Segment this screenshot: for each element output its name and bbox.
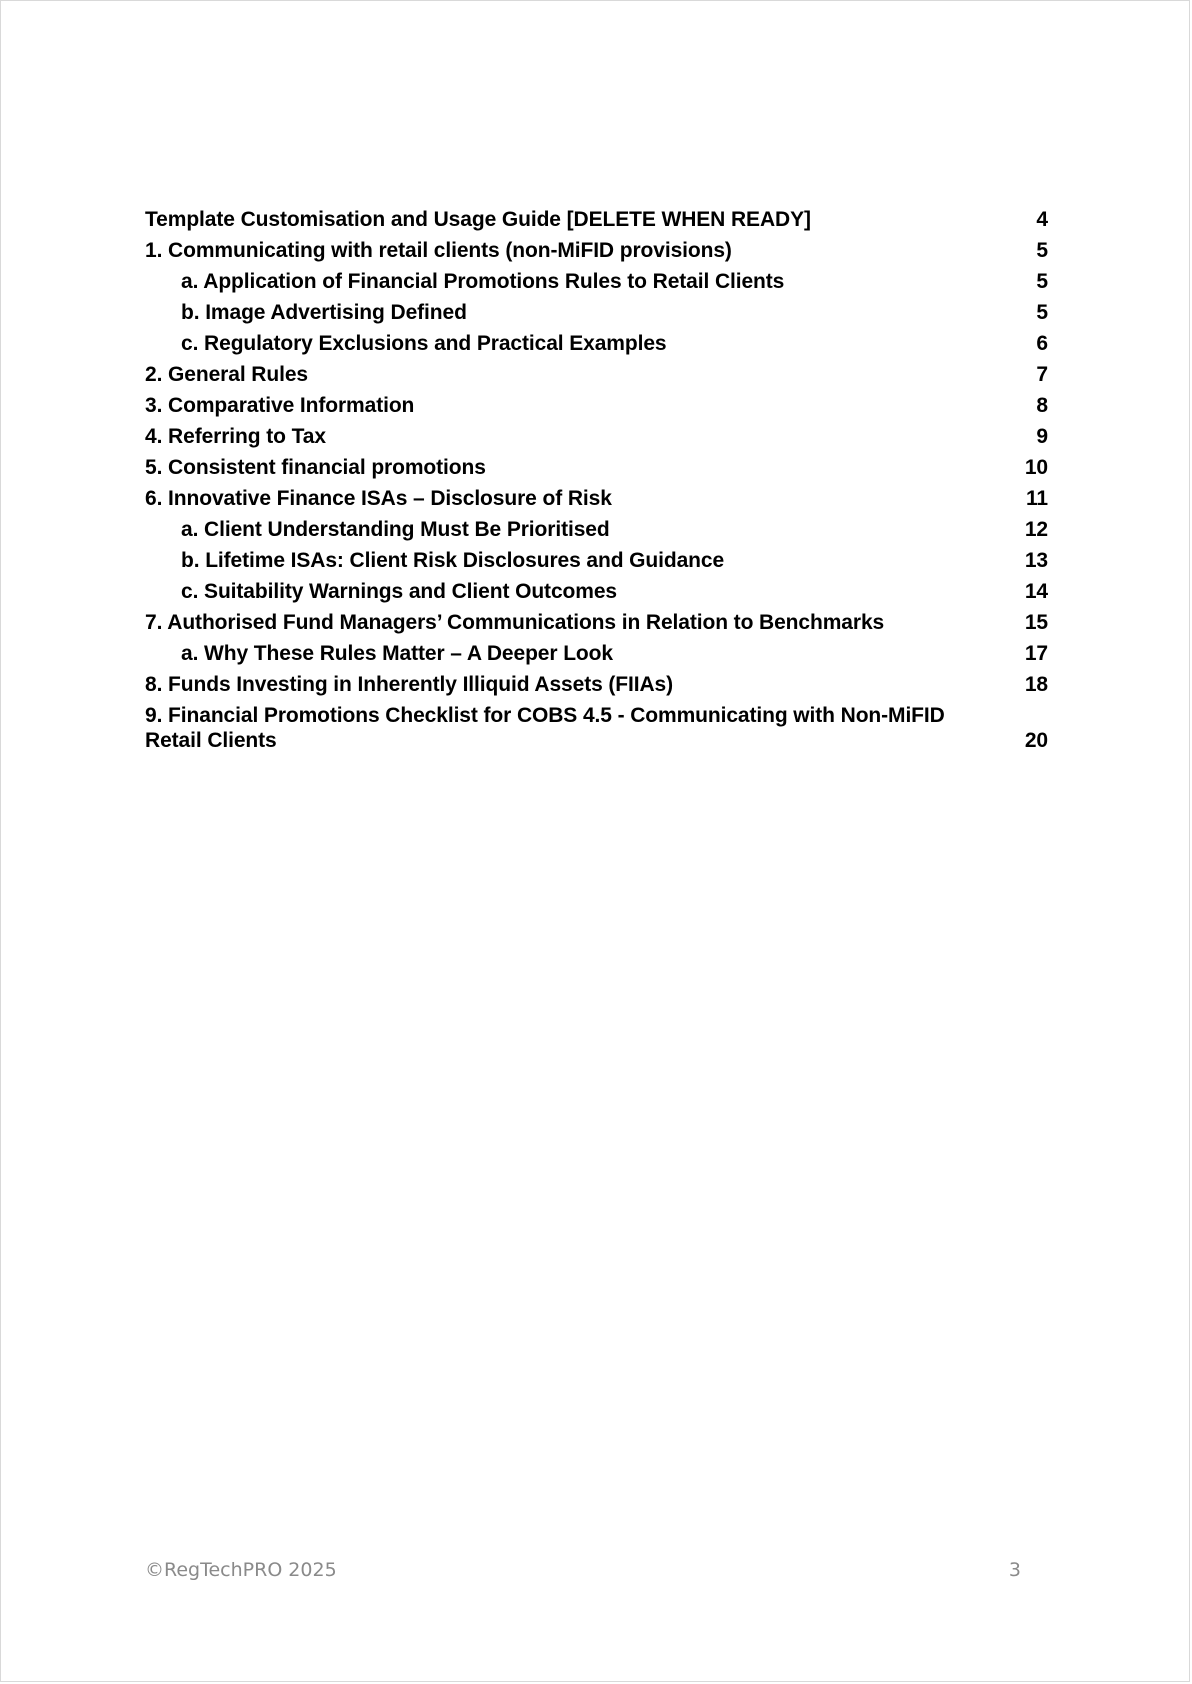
footer-page-number: 3: [1008, 1559, 1021, 1581]
toc-entry-label: c. Suitability Warnings and Client Outcomes: [181, 580, 617, 603]
toc-entry-page: 10: [1024, 456, 1048, 479]
toc-entry-label: c. Regulatory Exclusions and Practical Examples: [181, 332, 667, 355]
toc-entry[interactable]: [145, 391, 1048, 422]
page-footer: [145, 1559, 1021, 1581]
toc-entry[interactable]: [145, 670, 1048, 701]
toc-subentry[interactable]: [145, 298, 1048, 329]
toc-subentry[interactable]: [145, 577, 1048, 608]
toc-entry[interactable]: [145, 484, 1048, 515]
toc-subentry[interactable]: [145, 515, 1048, 546]
toc-entry-label: Template Customisation and Usage Guide [DELETE WHEN READY]: [145, 208, 811, 231]
toc-entry-page: 18: [1024, 673, 1048, 696]
toc-entry-label: b. Lifetime ISAs: Client Risk Disclosures and Guidance: [181, 549, 725, 572]
toc-entry-label: 4. Referring to Tax: [145, 425, 326, 448]
toc-entry-page: 5: [1036, 239, 1048, 262]
toc-entry-label: a. Client Understanding Must Be Prioritised: [181, 518, 610, 541]
toc-entry-page: 20: [1024, 729, 1048, 752]
toc-entry-page: 5: [1036, 270, 1048, 293]
toc-entry-page: 13: [1024, 549, 1048, 572]
toc-entry-page: 8: [1036, 394, 1048, 417]
toc-entry-label: 3. Comparative Information: [145, 394, 415, 417]
toc-entry[interactable]: [145, 236, 1048, 267]
toc-entry-page: 6: [1036, 332, 1048, 355]
toc-entry-page: 11: [1026, 487, 1048, 510]
toc-entry[interactable]: [145, 360, 1048, 391]
toc-subentry[interactable]: [145, 639, 1048, 670]
toc-subentry[interactable]: [145, 546, 1048, 577]
toc-entry-label: 6. Innovative Finance ISAs – Disclosure of Risk: [145, 487, 612, 510]
toc-entry-label: 2. General Rules: [145, 363, 308, 386]
toc-entry-label: a. Why These Rules Matter – A Deeper Look: [181, 642, 613, 665]
toc-subentry[interactable]: [145, 267, 1048, 298]
toc-entry-page: 14: [1024, 580, 1048, 603]
footer-copyright: ©RegTechPRO 2025: [145, 1559, 337, 1581]
toc-entry[interactable]: [145, 422, 1048, 453]
toc-entry-page: 17: [1024, 642, 1048, 665]
toc-entry-label: a. Application of Financial Promotions Rules to Retail Clients: [181, 270, 785, 293]
toc-entry-page: 4: [1036, 208, 1048, 231]
table-of-contents: [145, 205, 1048, 757]
toc-entry-page: 12: [1024, 518, 1048, 541]
toc-entry-page: 15: [1024, 611, 1048, 634]
toc-entry-label: 7. Authorised Fund Managers’ Communications in Relation to Benchmarks: [145, 611, 885, 634]
toc-entry-label: 8. Funds Investing in Inherently Illiquid Assets (FIIAs): [145, 673, 674, 696]
toc-entry-label: 1. Communicating with retail clients (non-MiFID provisions): [145, 239, 732, 262]
toc-entry-label: 5. Consistent financial promotions: [145, 456, 486, 479]
toc-entry[interactable]: [145, 453, 1048, 484]
toc-entry[interactable]: [145, 205, 1048, 236]
toc-entry-page: 7: [1036, 363, 1048, 386]
toc-entry-page: 5: [1036, 301, 1048, 324]
toc-entry-label: b. Image Advertising Defined: [181, 301, 467, 324]
toc-entry-label: 9. Financial Promotions Checklist for COBS 4.5 - Communicating with Non-MiFID Retail Clients: [145, 704, 945, 752]
toc-subentry[interactable]: [145, 329, 1048, 360]
toc-entry[interactable]: [145, 701, 1048, 757]
toc-entry[interactable]: [145, 608, 1048, 639]
toc-entry-page: 9: [1036, 425, 1048, 448]
